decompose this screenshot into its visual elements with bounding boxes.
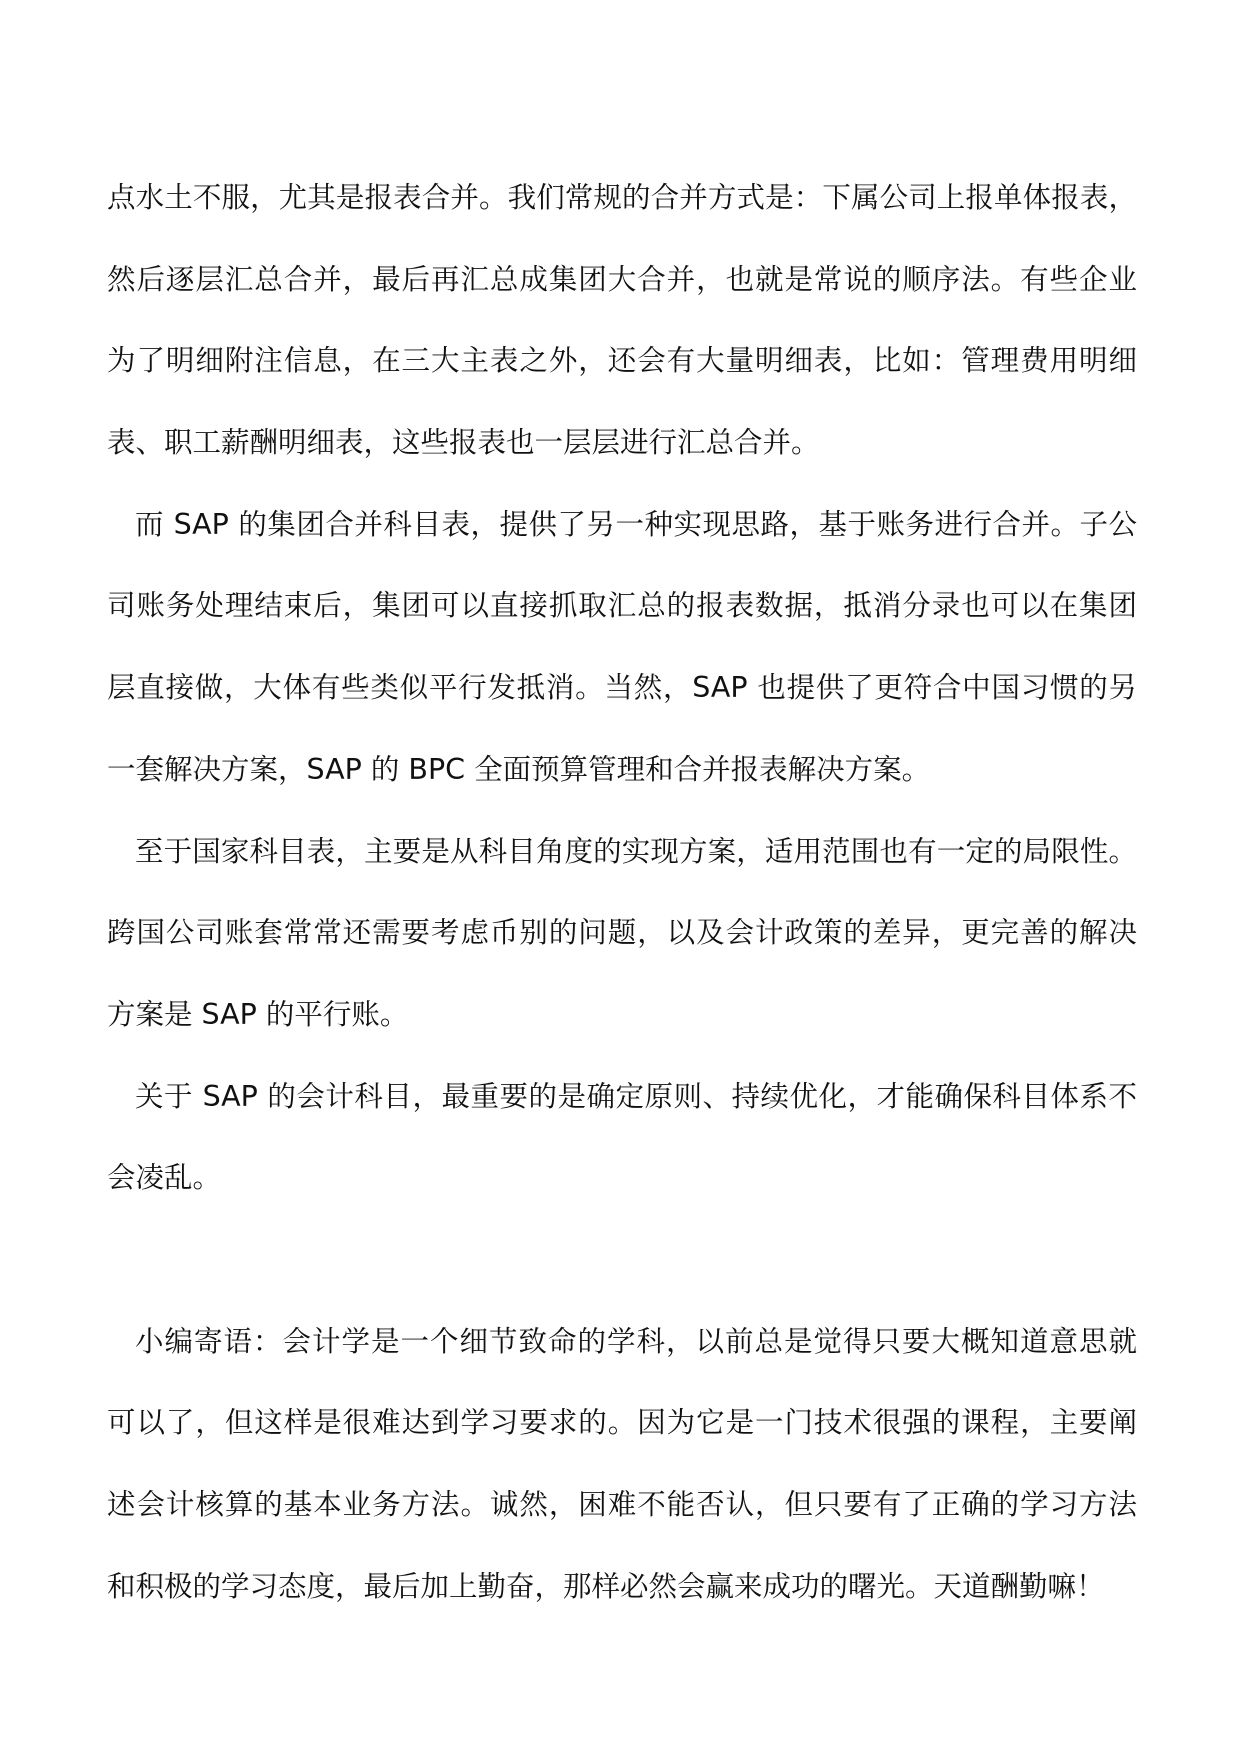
- paragraph-line: 然后逐层汇总合并，最后再汇总成集团大合并，也就是常说的顺序法。有些企业: [107, 262, 1137, 296]
- paragraph-line: 司账务处理结束后，集团可以直接抓取汇总的报表数据，抵消分录也可以在集团: [107, 589, 1137, 623]
- paragraph-line: 表、职工薪酬明细表，这些报表也一层层进行汇总合并。: [107, 426, 820, 460]
- paragraph-line: 一套解决方案，SAP 的 BPC 全面预算管理和合并报表解决方案。: [107, 752, 931, 786]
- paragraph-1: [107, 157, 1137, 484]
- blank-line: [107, 1219, 1137, 1301]
- paragraph-line: 为了明细附注信息，在三大主表之外，还会有大量明细表，比如：管理费用明细: [107, 344, 1137, 378]
- paragraph-line: 至于国家科目表，主要是从科目角度的实现方案，适用范围也有一定的局限性。: [135, 834, 1137, 868]
- paragraph-line: 述会计核算的基本业务方法。诚然，困难不能否认，但只要有了正确的学习方法: [107, 1488, 1137, 1521]
- paragraph-3: [107, 811, 1137, 1056]
- paragraph-2: [107, 484, 1137, 811]
- paragraph-line: 关于 SAP 的会计科目，最重要的是确定原则、持续优化，才能确保科目体系不: [135, 1079, 1137, 1113]
- paragraph-editor-note: [107, 1301, 1137, 1628]
- paragraph-line: 小编寄语：会计学是一个细节致命的学科，以前总是觉得只要大概知道意思就: [135, 1324, 1137, 1358]
- paragraph-line: 会凌乱。: [107, 1161, 222, 1195]
- paragraph-line: 和积极的学习态度，最后加上勤奋，那样必然会赢来成功的曙光。天道酬勤嘛！: [107, 1569, 1105, 1603]
- paragraph-line: 而 SAP 的集团合并科目表，提供了另一种实现思路，基于账务进行合并。子公: [135, 507, 1137, 541]
- document-page: [107, 157, 1137, 1627]
- paragraph-line: 层直接做，大体有些类似平行发抵消。当然，SAP 也提供了更符合中国习惯的另: [107, 671, 1137, 705]
- paragraph-line: 方案是 SAP 的平行账。: [107, 997, 409, 1031]
- paragraph-line: 跨国公司账套常常还需要考虑币别的问题，以及会计政策的差异，更完善的解决: [107, 916, 1137, 950]
- paragraph-line: 点水土不服，尤其是报表合并。我们常规的合并方式是：下属公司上报单体报表，: [107, 181, 1137, 214]
- paragraph-4: [107, 1056, 1137, 1219]
- paragraph-line: 可以了，但这样是很难达到学习要求的。因为它是一门技术很强的课程，主要阐: [107, 1406, 1137, 1440]
